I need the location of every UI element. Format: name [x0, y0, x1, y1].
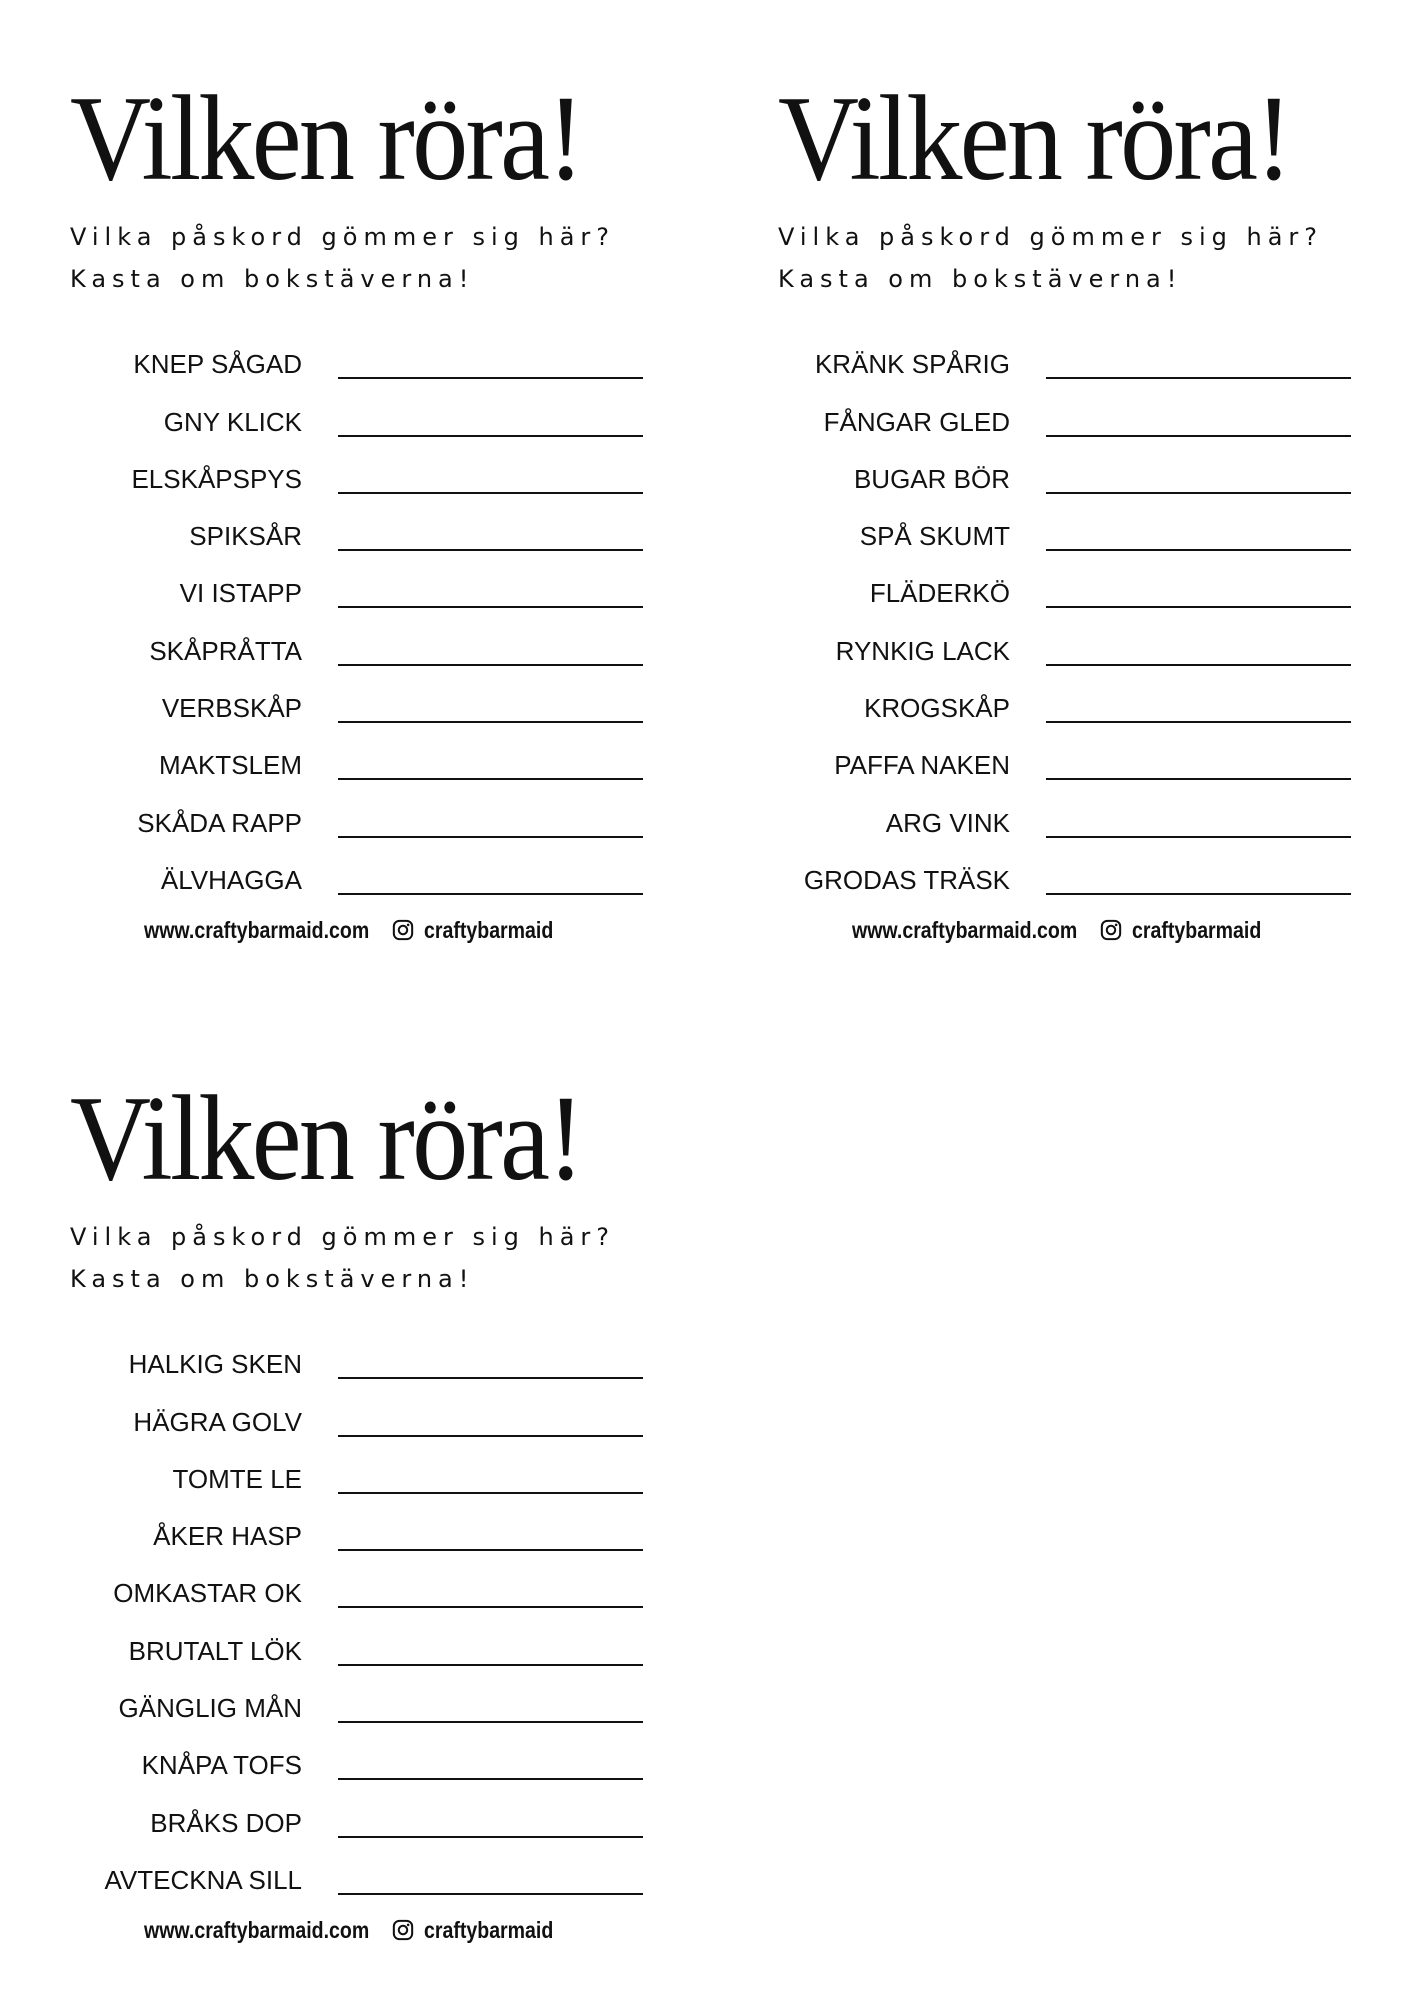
word-row: [70, 496, 710, 553]
scrambled-word: HÄGRA GOLV: [133, 1406, 302, 1437]
instagram-link[interactable]: [392, 917, 576, 944]
answer-line[interactable]: [338, 1549, 643, 1551]
word-row: [70, 1496, 710, 1553]
card-title: Vilken röra!: [778, 71, 1290, 206]
card-footer: [778, 917, 1414, 944]
word-row: [778, 782, 1414, 839]
answer-line[interactable]: [1046, 893, 1351, 895]
answer-line[interactable]: [1046, 435, 1351, 437]
answer-line[interactable]: [338, 1778, 643, 1780]
answer-line[interactable]: [338, 893, 643, 895]
answer-line[interactable]: [338, 721, 643, 723]
scrambled-word: KROGSKÅP: [864, 693, 1010, 724]
word-row: [70, 324, 710, 381]
instruction-line-1: Vilka påskord gömmer sig här?: [70, 1223, 616, 1251]
instagram-icon: [1100, 919, 1122, 941]
word-row: [70, 1782, 710, 1839]
answer-line[interactable]: [338, 1721, 643, 1723]
card-instructions: [70, 216, 710, 300]
scrambled-word: VERBSKÅP: [161, 693, 302, 724]
answer-line[interactable]: [338, 1836, 643, 1838]
word-row: [70, 1324, 710, 1381]
answer-line[interactable]: [338, 836, 643, 838]
instagram-link[interactable]: [1100, 917, 1284, 944]
instagram-handle: craftybarmaid: [424, 1916, 554, 1943]
word-row: [70, 1840, 710, 1897]
answer-line[interactable]: [338, 1492, 643, 1494]
puzzle-card-1: [70, 71, 710, 944]
word-row: [70, 439, 710, 496]
puzzle-card-2: [778, 71, 1414, 944]
scrambled-word: VI ISTAPP: [179, 578, 302, 609]
scrambled-word: RYNKIG LACK: [835, 635, 1010, 666]
answer-line[interactable]: [1046, 664, 1351, 666]
word-row: [778, 496, 1414, 553]
word-row: [70, 840, 710, 897]
scrambled-word: MAKTSLEM: [158, 750, 302, 781]
word-row: [70, 1439, 710, 1496]
instagram-icon: [392, 1919, 414, 1941]
scrambled-word: ARG VINK: [885, 807, 1010, 838]
scrambled-word: FLÄDERKÖ: [869, 578, 1010, 609]
answer-line[interactable]: [1046, 721, 1351, 723]
scrambled-word: GNY KLICK: [163, 406, 302, 437]
word-row: [70, 668, 710, 725]
word-row: [778, 553, 1414, 610]
answer-line[interactable]: [338, 778, 643, 780]
answer-line[interactable]: [1046, 492, 1351, 494]
answer-line[interactable]: [1046, 606, 1351, 608]
word-row: [70, 725, 710, 782]
scrambled-word: ELSKÅPSPYS: [131, 463, 302, 494]
scrambled-word: GRODAS TRÄSK: [803, 864, 1010, 895]
answer-line[interactable]: [338, 435, 643, 437]
scrambled-word: SPIKSÅR: [189, 521, 302, 552]
instruction-line-1: Vilka påskord gömmer sig här?: [70, 223, 616, 251]
word-row: [70, 553, 710, 610]
website-link[interactable]: www.craftybarmaid.com: [852, 916, 1078, 943]
word-row: [778, 381, 1414, 438]
scrambled-word: KRÄNK SPÅRIG: [814, 349, 1010, 380]
word-list: [778, 324, 1414, 897]
word-row: [778, 840, 1414, 897]
scrambled-word: AVTECKNA SILL: [104, 1864, 302, 1895]
answer-line[interactable]: [338, 1664, 643, 1666]
answer-line[interactable]: [338, 1893, 643, 1895]
website-link[interactable]: www.craftybarmaid.com: [144, 916, 370, 943]
answer-line[interactable]: [1046, 836, 1351, 838]
card-footer: [70, 1917, 710, 1944]
answer-line[interactable]: [338, 1606, 643, 1608]
word-row: [70, 782, 710, 839]
scrambled-word: PAFFA NAKEN: [834, 750, 1010, 781]
card-instructions: [778, 216, 1414, 300]
answer-line[interactable]: [338, 549, 643, 551]
puzzle-card-3: [70, 1071, 710, 1944]
word-row: [778, 668, 1414, 725]
instruction-line-2: Kasta om bokstäverna!: [70, 265, 475, 293]
scrambled-word: KNÅPA TOFS: [141, 1750, 302, 1781]
scrambled-word: ÅKER HASP: [153, 1521, 302, 1552]
card-footer: [70, 917, 710, 944]
answer-line[interactable]: [1046, 377, 1351, 379]
scrambled-word: SKÅDA RAPP: [137, 807, 302, 838]
card-instructions: [70, 1216, 710, 1300]
answer-line[interactable]: [338, 377, 643, 379]
word-row: [70, 610, 710, 667]
answer-line[interactable]: [338, 606, 643, 608]
scrambled-word: FÅNGAR GLED: [823, 406, 1010, 437]
answer-line[interactable]: [338, 664, 643, 666]
word-row: [70, 1553, 710, 1610]
card-title: Vilken röra!: [70, 1071, 582, 1206]
website-link[interactable]: www.craftybarmaid.com: [144, 1916, 370, 1943]
scrambled-word: TOMTE LE: [172, 1463, 302, 1494]
instruction-line-2: Kasta om bokstäverna!: [70, 1265, 475, 1293]
scrambled-word: BRÅKS DOP: [150, 1807, 302, 1838]
scrambled-word: BUGAR BÖR: [853, 463, 1010, 494]
scrambled-word: GÄNGLIG MÅN: [118, 1693, 302, 1724]
word-row: [778, 610, 1414, 667]
word-row: [778, 324, 1414, 381]
word-row: [778, 439, 1414, 496]
scrambled-word: OMKASTAR OK: [113, 1578, 302, 1609]
word-row: [778, 725, 1414, 782]
word-row: [70, 1668, 710, 1725]
answer-line[interactable]: [338, 1377, 643, 1379]
word-row: [70, 381, 710, 438]
answer-line[interactable]: [1046, 778, 1351, 780]
instagram-link[interactable]: [392, 1917, 576, 1944]
answer-line[interactable]: [338, 1435, 643, 1437]
word-list: [70, 1324, 710, 1897]
answer-line[interactable]: [1046, 549, 1351, 551]
scrambled-word: SPÅ SKUMT: [859, 521, 1010, 552]
scrambled-word: BRUTALT LÖK: [128, 1635, 302, 1666]
instruction-line-1: Vilka påskord gömmer sig här?: [778, 223, 1324, 251]
word-row: [70, 1381, 710, 1438]
instagram-icon: [392, 919, 414, 941]
card-title: Vilken röra!: [70, 71, 582, 206]
instagram-handle: craftybarmaid: [424, 916, 554, 943]
word-list: [70, 324, 710, 897]
word-row: [70, 1725, 710, 1782]
scrambled-word: KNEP SÅGAD: [133, 349, 302, 380]
instagram-handle: craftybarmaid: [1132, 916, 1262, 943]
answer-line[interactable]: [338, 492, 643, 494]
instruction-line-2: Kasta om bokstäverna!: [778, 265, 1183, 293]
word-row: [70, 1610, 710, 1667]
scrambled-word: ÄLVHAGGA: [160, 864, 302, 895]
scrambled-word: SKÅPRÅTTA: [149, 635, 302, 666]
scrambled-word: HALKIG SKEN: [128, 1349, 302, 1380]
